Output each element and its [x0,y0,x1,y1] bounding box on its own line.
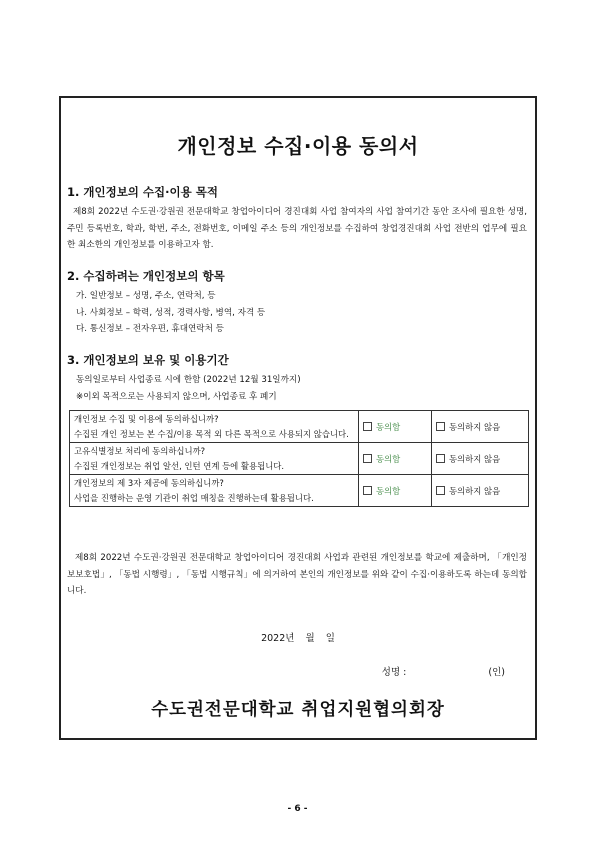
list-item: 다. 통신정보 – 전자우편, 휴대연락처 등 [76,324,224,334]
agree-option[interactable] [359,411,432,443]
date-year: 2022년 [261,633,295,644]
date-day: 일 [325,633,335,644]
agree-checkbox[interactable] [363,486,372,495]
consent-question: 고유식별정보 처리에 동의하십니까? [74,446,206,456]
disagree-checkbox[interactable] [436,422,445,431]
agree-option[interactable] [359,475,432,507]
section-purpose [67,184,527,254]
table-row [70,411,529,443]
signature-line [382,664,505,678]
consent-question-cell [70,443,359,475]
consent-detail: 사업을 진행하는 운영 기관이 취업 매칭을 진행하는데 활용됩니다. [74,492,314,503]
section-items [67,268,527,338]
agree-label: 동의함 [376,421,401,432]
organization-name: 수도권전문대학교 취업지원협의회장 [151,700,445,720]
section-heading: 1. 개인정보의 수집·이용 목적 [67,185,218,199]
consent-table [69,410,529,507]
list-item: 나. 사회정보 – 학력, 성적, 경력사항, 병역, 자격 등 [76,307,266,318]
section-heading: 3. 개인정보의 보유 및 이용기간 [67,353,229,367]
disagree-checkbox[interactable] [436,454,445,463]
section-body: 제8회 2022년 수도권·강원권 전문대학교 창업아이디어 경진대회 사업 참여자의 사업 참여기간 동안 조사에 필요한 성명, 주민 등록번호, 학과, 학번, 주소, 전화번호, 이메일 주소 등의 개인정보를 수집하여 창업경진대회 사업 전반의 업무에 필요한 최소한의 개인정보를 이용하고자 함. [67,207,527,250]
disagree-option[interactable] [432,411,529,443]
consent-question: 개인정보 수집 및 이용에 동의하십니까? [74,414,219,424]
closing-text: 제8회 2022년 수도권·강원권 전문대학교 창업아이디어 경진대회 사업과 관련된 개인정보를 학교에 제출하며, 「개인정보보호법」, 「동법 시행령」, 「동법 시행규칙」에 의거하여 본인의 개인정보를 위와 같이 수집·이용하도록 하는데 동의합니다. [67,553,527,596]
section-heading: 2. 수집하려는 개인정보의 항목 [67,269,225,283]
consent-detail: 수집된 개인 정보는 본 수집/이용 목적 외 다른 목적으로 사용되지 않습니다. [74,428,349,439]
agree-label: 동의함 [376,453,401,464]
document-frame [59,96,537,740]
disagree-checkbox[interactable] [436,486,445,495]
list-item: 동의일로부터 사업종료 시에 한함 (2022년 12월 31일까지) [76,375,301,385]
disagree-option[interactable] [432,475,529,507]
disagree-option[interactable] [432,443,529,475]
consent-question: 개인정보의 제 3자 제공에 동의하십니까? [74,478,224,488]
disagree-label: 동의하지 않음 [449,453,501,464]
agree-label: 동의함 [376,485,401,496]
disagree-label: 동의하지 않음 [449,421,501,432]
agree-option[interactable] [359,443,432,475]
section-retention [67,352,527,405]
document-title: 개인정보 수집·이용 동의서 [177,134,419,158]
consent-detail: 수집된 개인정보는 취업 알선, 인턴 연계 등에 활용됩니다. [74,460,285,471]
table-row [70,475,529,507]
agree-checkbox[interactable] [363,422,372,431]
page-number: - 6 - [287,804,308,814]
table-row [70,443,529,475]
signature-seal: (인) [488,667,505,678]
agree-checkbox[interactable] [363,454,372,463]
consent-question-cell [70,411,359,443]
consent-question-cell [70,475,359,507]
date-month: 월 [305,633,315,644]
signature-label: 성명 : [381,667,407,678]
closing-statement [67,550,527,600]
date-line [61,630,535,644]
list-item: ※이외 목적으로는 사용되지 않으며, 사업종료 후 폐기 [76,391,277,402]
list-item: 가. 일반정보 – 성명, 주소, 연락처, 등 [76,291,216,301]
disagree-label: 동의하지 않음 [449,485,501,496]
